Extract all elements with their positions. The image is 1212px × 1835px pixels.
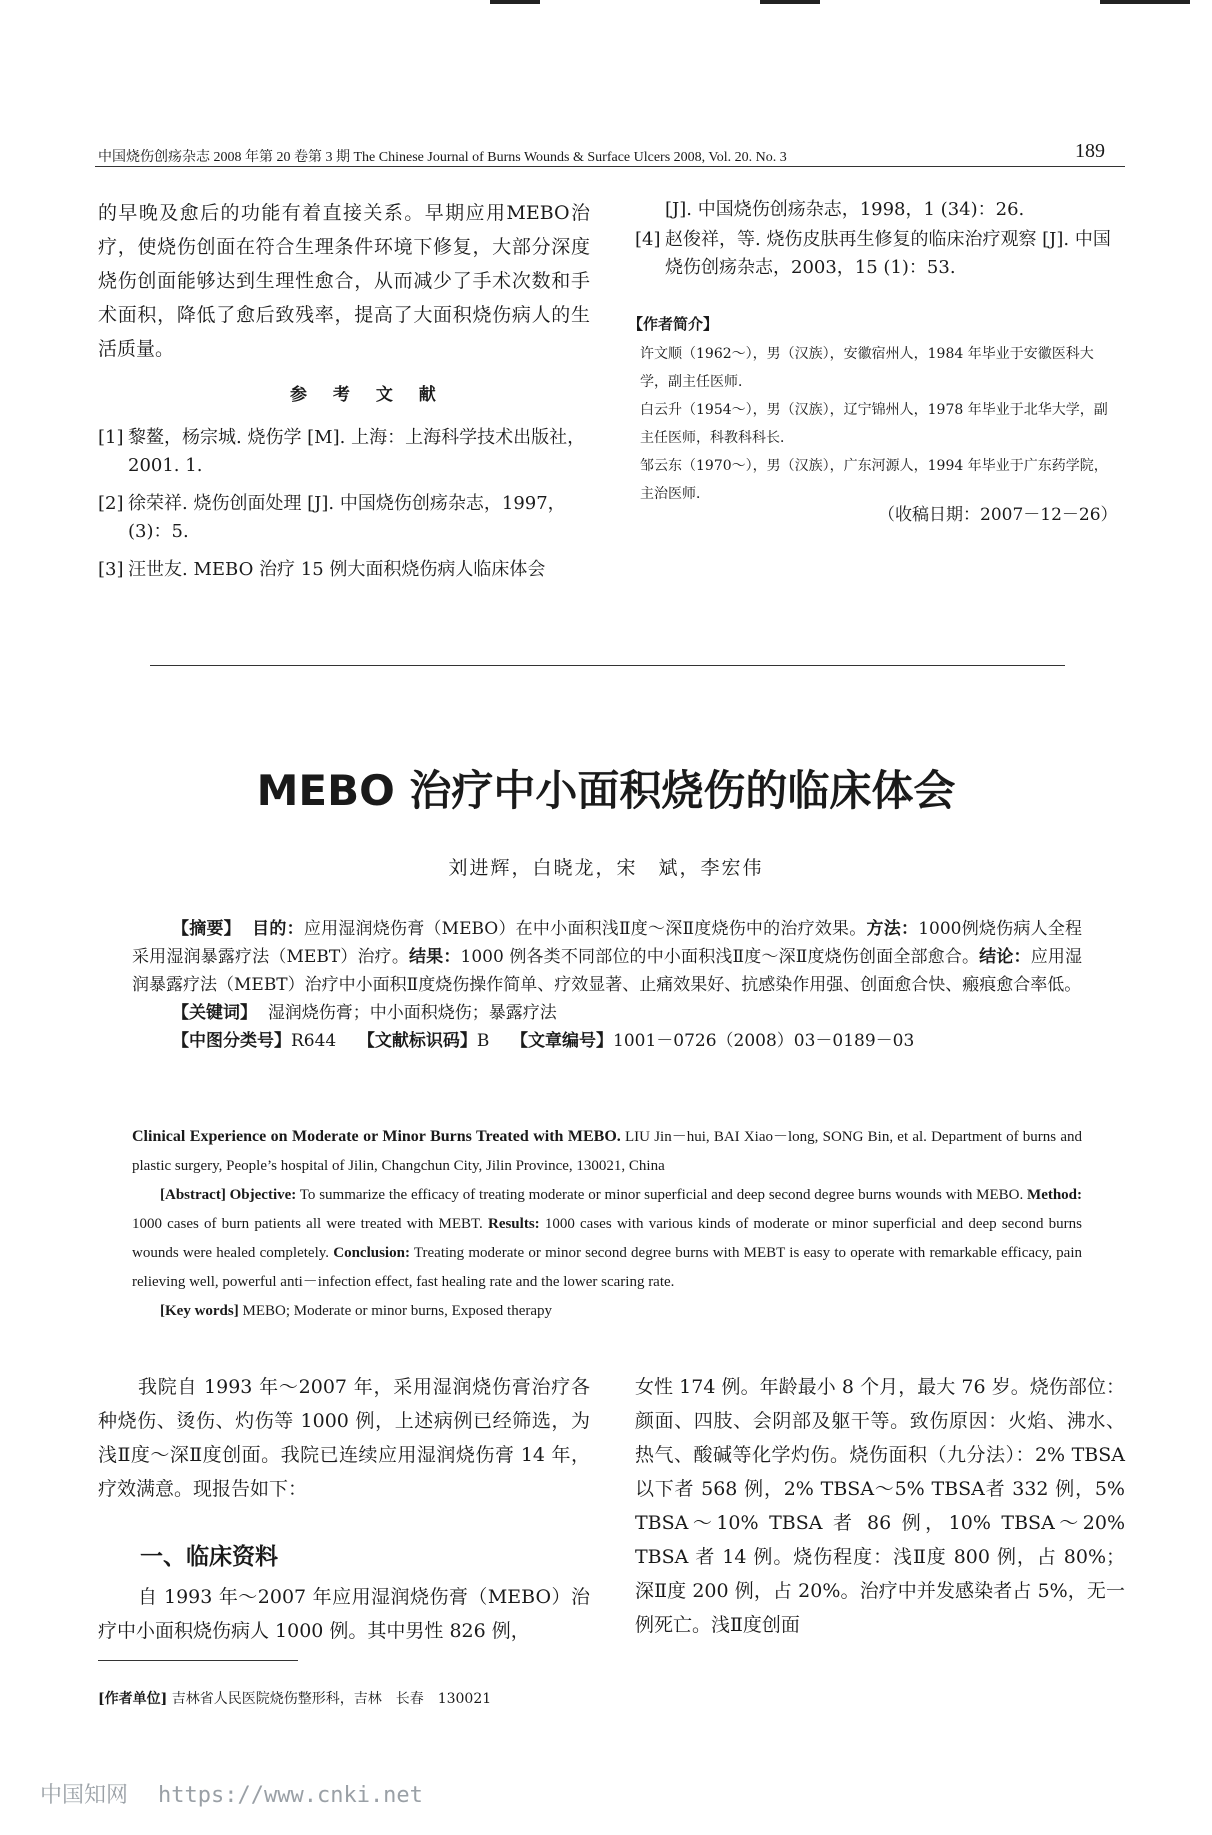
body-intro: 我院自 1993 年～2007 年，采用湿润烧伤膏治疗各种烧伤、烫伤、灼伤等 1000 例，上述病例已经筛选，为浅Ⅱ度～深Ⅱ度创面。我院已连续应用湿润烧伤膏 14 年，疗效满意。现报告如下：: [98, 1376, 590, 1500]
keywords-text: 湿润烧伤膏；中小面积烧伤；暴露疗法: [267, 1003, 557, 1023]
keywords-label: 【关键词】: [172, 1003, 257, 1023]
affiliation-label: [作者单位]: [98, 1691, 168, 1707]
watermark-url[interactable]: https://www.cnki.net: [158, 1783, 423, 1808]
reference-text: 赵俊祥，等. 烧伤皮肤再生修复的临床治疗观察 [J]. 中国烧伤创疡杂志，2003，15 (1)：53.: [665, 229, 1111, 278]
reference-number: [2]: [98, 493, 124, 514]
conclusion-text: 应用湿润暴露疗法（MEBT）治疗中小面积Ⅱ度烧伤操作简单、疗效显著、止痛效果好、抗感染作用强、创面愈合快、瘢痕愈合率低。: [132, 947, 1083, 995]
conclusion-label-en: Conclusion:: [333, 1245, 410, 1261]
affiliation-text: 吉林省人民医院烧伤整形科，吉林 长春 130021: [171, 1691, 492, 1707]
result-text: 1000 例各类不同部位的中小面积浅Ⅱ度～深Ⅱ度烧伤创面全部愈合。: [460, 947, 980, 967]
body-right-paragraph: 女性 174 例。年龄最小 8 个月，最大 76 岁。烧伤部位：颜面、四肢、会阴部及躯干等。致伤原因：火焰、沸水、热气、酸碱等化学灼伤。烧伤面积（九分法）：2% TBSA 以下者 568 例，2% TBSA～5% TBSA者 332 例，5% TBSA～10% TBSA 者 86 例，10% TBSA～20% TBSA 者 14 例。烧伤程度：浅Ⅱ度 800 例，占 80%；深Ⅱ度 200 例，占 20%。治疗中并发感染者占 5%，无一例死亡。浅Ⅱ度创面: [635, 1376, 1125, 1636]
result-label: 结果：: [409, 947, 461, 967]
method-text-en: 1000 cases of burn patients all were treated with MEBT.: [132, 1216, 483, 1232]
author-bio-list: [640, 340, 1118, 508]
classification-line: [132, 1027, 1082, 1055]
cnki-watermark: [40, 1778, 423, 1809]
scan-mark: [760, 0, 820, 4]
keywords-cn: [132, 999, 1082, 1027]
article-title: MEBO 治疗中小面积烧伤的临床体会: [256, 766, 956, 815]
classification-label: 【中图分类号】: [172, 1031, 291, 1051]
author-bio-heading: 【作者简介】: [628, 315, 719, 333]
english-authors: LIU Jin－hui, BAI Xiao－long, SONG Bin, et al. Department of burns and plastic surgery, People’s hospital of Jilin, Changchun City, Jilin Province, 130021, China: [132, 1129, 1082, 1174]
objective-text-en: To summarize the efficacy of treating moderate or minor superficial and deep second degree burns wounds with MEBO.: [299, 1187, 1024, 1203]
reference-number: [4]: [635, 229, 661, 250]
doc-code-label: 【文献标识码】: [357, 1031, 477, 1051]
keywords-text-en: MEBO; Moderate or minor burns, Exposed therapy: [242, 1303, 553, 1319]
reference-item: [98, 490, 592, 546]
abstract-en-header: [132, 1122, 1082, 1181]
conclusion-label: 结论：: [979, 947, 1031, 967]
reference-text: [J]. 中国烧伤创疡杂志，1998，1 (34)：26.: [665, 199, 1025, 220]
reference-list-left: [98, 424, 592, 584]
reference-number: [1]: [98, 427, 124, 448]
reference-item: [98, 424, 592, 480]
author-bio: 白云升（1954～），男（汉族），辽宁锦州人，1978 年毕业于北华大学，副主任医师，科教科科长．: [640, 402, 1108, 446]
header-rule: [95, 166, 1125, 167]
section-heading: 一、临床资料: [140, 1544, 278, 1570]
reference-number: [635, 196, 665, 224]
abstract-cn-body: [132, 915, 1082, 999]
result-label-en: Results:: [487, 1216, 540, 1232]
article-authors: 刘进辉，白晓龙，宋 斌，李宏伟: [448, 857, 764, 879]
prev-article-body: 的早晚及愈后的功能有着直接关系。早期应用MEBO治疗，使烧伤创面在符合生理条件环境下修复，大部分深度烧伤创面能够达到生理性愈合，从而减少了手术次数和手术面积，降低了愈后致残率，提高了大面积烧伤病人的生活质量。: [98, 202, 590, 360]
watermark-brand: 中国知网: [40, 1783, 129, 1808]
keywords-label-en: [Key words]: [160, 1303, 239, 1319]
reference-item: [635, 226, 1125, 282]
abstract-en-label: [Abstract]: [160, 1187, 226, 1203]
reference-item: [635, 196, 1125, 224]
article-separator: [150, 665, 1065, 666]
keywords-en: [132, 1297, 1082, 1326]
english-title: Clinical Experience on Moderate or Minor Burns Treated with MEBO.: [132, 1128, 621, 1145]
method-text: 1000例烧伤病人全程采用湿润暴露疗法（MEBT）治疗。: [132, 919, 1083, 967]
author-bio: 许文顺（1962～），男（汉族），安徽宿州人，1984 年毕业于安徽医科大学，副主任医师．: [640, 346, 1094, 390]
abstract-cn: [132, 915, 1082, 1055]
result-text-en: 1000 cases with various kinds of moderate or minor superficial and deep second burns wounds were healed completely.: [132, 1216, 1083, 1261]
author-bio: 邹云东（1970～），男（汉族），广东河源人，1994 年毕业于广东药学院，主治医师．: [640, 458, 1108, 502]
body-left-paragraph: 自 1993 年～2007 年应用湿润烧伤膏（MEBO）治疗中小面积烧伤病人 1000 例。其中男性 826 例，: [98, 1586, 590, 1642]
method-label-en: Method:: [1027, 1187, 1083, 1203]
article-number-value: 1001－0726（2008）03－0189－03: [613, 1031, 915, 1051]
reference-item: [98, 556, 592, 584]
scan-mark: [490, 0, 540, 4]
objective-label-en: Objective:: [229, 1187, 297, 1203]
footnote-rule: [98, 1660, 298, 1661]
reference-text: 徐荣祥. 烧伤创面处理 [J]. 中国烧伤创疡杂志，1997，(3)：5.: [128, 493, 566, 542]
references-heading: 参 考 文 献: [290, 385, 446, 405]
abstract-cn-label: 【摘要】: [172, 919, 241, 939]
article-number-label: 【文章编号】: [511, 1031, 613, 1051]
objective-label: 目的：: [252, 919, 304, 939]
reference-number: [3]: [98, 559, 124, 580]
classification-value: R644: [291, 1031, 337, 1051]
running-header: 中国烧伤创疡杂志 2008 年第 20 卷第 3 期 The Chinese Journal of Burns Wounds & Surface Ulcers 2008, Vol. 20. No. 3: [98, 150, 787, 165]
method-label: 方法：: [866, 919, 919, 939]
abstract-en-body: [132, 1181, 1082, 1297]
author-affiliation: [98, 1688, 491, 1708]
doc-code-value: B: [476, 1031, 490, 1051]
reference-list-right: [635, 196, 1125, 282]
objective-text: 应用湿润烧伤膏（MEBO）在中小面积浅Ⅱ度～深Ⅱ度烧伤中的治疗效果。: [303, 919, 867, 939]
conclusion-text-en: Treating moderate or minor second degree burns with MEBT is easy to operate with remarkable efficacy, pain relieving well, powerful anti－infection effect, fast healing rate and the lower scaring rate.: [132, 1245, 1082, 1290]
received-date: （收稿日期：2007－12－26）: [878, 505, 1118, 525]
page-number: 189: [1075, 140, 1105, 162]
scan-mark: [1100, 0, 1190, 4]
reference-text: 黎鳌，杨宗城. 烧伤学 [M]. 上海：上海科学技术出版社，2001. 1.: [128, 427, 586, 476]
reference-text: 汪世友. MEBO 治疗 15 例大面积烧伤病人临床体会: [128, 559, 546, 580]
abstract-en: [132, 1122, 1082, 1326]
